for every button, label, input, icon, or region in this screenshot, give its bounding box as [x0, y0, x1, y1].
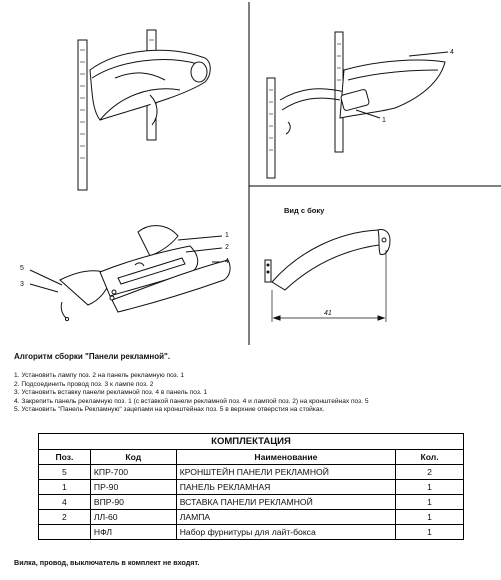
algorithm-step: 4. Закрепить панель рекламную поз. 1 (с вставкой панели рекламной поз. 4 и лампой поз. 2) на кронштейнах поз. 5	[14, 397, 369, 405]
algorithm-step: 3. Установить вставку панели рекламной поз. 4 в панель поз. 1	[14, 389, 208, 397]
cell-qty: 1	[396, 510, 464, 525]
header-qty: Кол.	[396, 450, 464, 465]
table-row	[39, 495, 464, 510]
footnote: Вилка, провод, выключатель в комплект не входят.	[14, 558, 200, 567]
cell-pos: 2	[39, 510, 91, 525]
kit-table-title-row	[39, 434, 464, 450]
algorithm-step: 5. Установить "Панель Рекламную" зацепами на кронштейнах поз. 5 в верхние отверстия на стойках.	[14, 406, 325, 414]
label-bl-1: 1	[225, 232, 229, 239]
header-name: Наименование	[176, 450, 395, 465]
cell-code: НФЛ	[90, 525, 176, 540]
kit-table-header-row	[39, 450, 464, 465]
label-tr-4: 4	[450, 49, 454, 56]
cell-name: Набор фурнитуры для лайт-бокса	[176, 525, 395, 540]
cell-qty: 2	[396, 465, 464, 480]
cell-qty: 1	[396, 525, 464, 540]
algorithm-steps	[14, 372, 369, 415]
cell-pos: 4	[39, 495, 91, 510]
algorithm-title: Алгоритм сборки "Панели рекламной".	[14, 352, 171, 361]
label-bl-5: 5	[20, 265, 24, 272]
side-dimension-label: 41	[324, 310, 332, 317]
algorithm-step: 2. Подсоединить провод поз. 3 к лампе поз. 2	[14, 380, 154, 388]
table-row	[39, 465, 464, 480]
cell-pos: 5	[39, 465, 91, 480]
kit-table	[38, 433, 464, 540]
cell-name: ПАНЕЛЬ РЕКЛАМНАЯ	[176, 480, 395, 495]
cell-qty: 1	[396, 480, 464, 495]
side-view-title: Вид с боку	[284, 206, 325, 215]
cell-code: ЛЛ-60	[90, 510, 176, 525]
cell-name: КРОНШТЕЙН ПАНЕЛИ РЕКЛАМНОЙ	[176, 465, 395, 480]
header-code: Код	[90, 450, 176, 465]
cell-name: ВСТАВКА ПАНЕЛИ РЕКЛАМНОЙ	[176, 495, 395, 510]
kit-table-title: КОМПЛЕКТАЦИЯ	[39, 434, 464, 450]
label-bl-3: 3	[20, 281, 24, 288]
cell-pos: 1	[39, 480, 91, 495]
cell-code: ВПР-90	[90, 495, 176, 510]
label-bl-2: 2	[225, 244, 229, 251]
top-right-illustration	[267, 32, 448, 178]
side-view-illustration	[265, 229, 390, 322]
table-row	[39, 480, 464, 495]
cell-code: ПР-90	[90, 480, 176, 495]
cell-code: КПР-700	[90, 465, 176, 480]
header-pos: Поз.	[39, 450, 91, 465]
cell-name: ЛАМПА	[176, 510, 395, 525]
top-left-illustration	[78, 30, 210, 190]
cell-pos	[39, 525, 91, 540]
label-tr-1: 1	[382, 117, 386, 124]
bottom-left-illustration	[30, 226, 230, 321]
table-row	[39, 525, 464, 540]
algorithm-step: 1. Установить лампу поз. 2 на панель рекламную поз. 1	[14, 372, 185, 379]
label-bl-4: 4	[225, 258, 229, 265]
cell-qty: 1	[396, 495, 464, 510]
table-row	[39, 510, 464, 525]
